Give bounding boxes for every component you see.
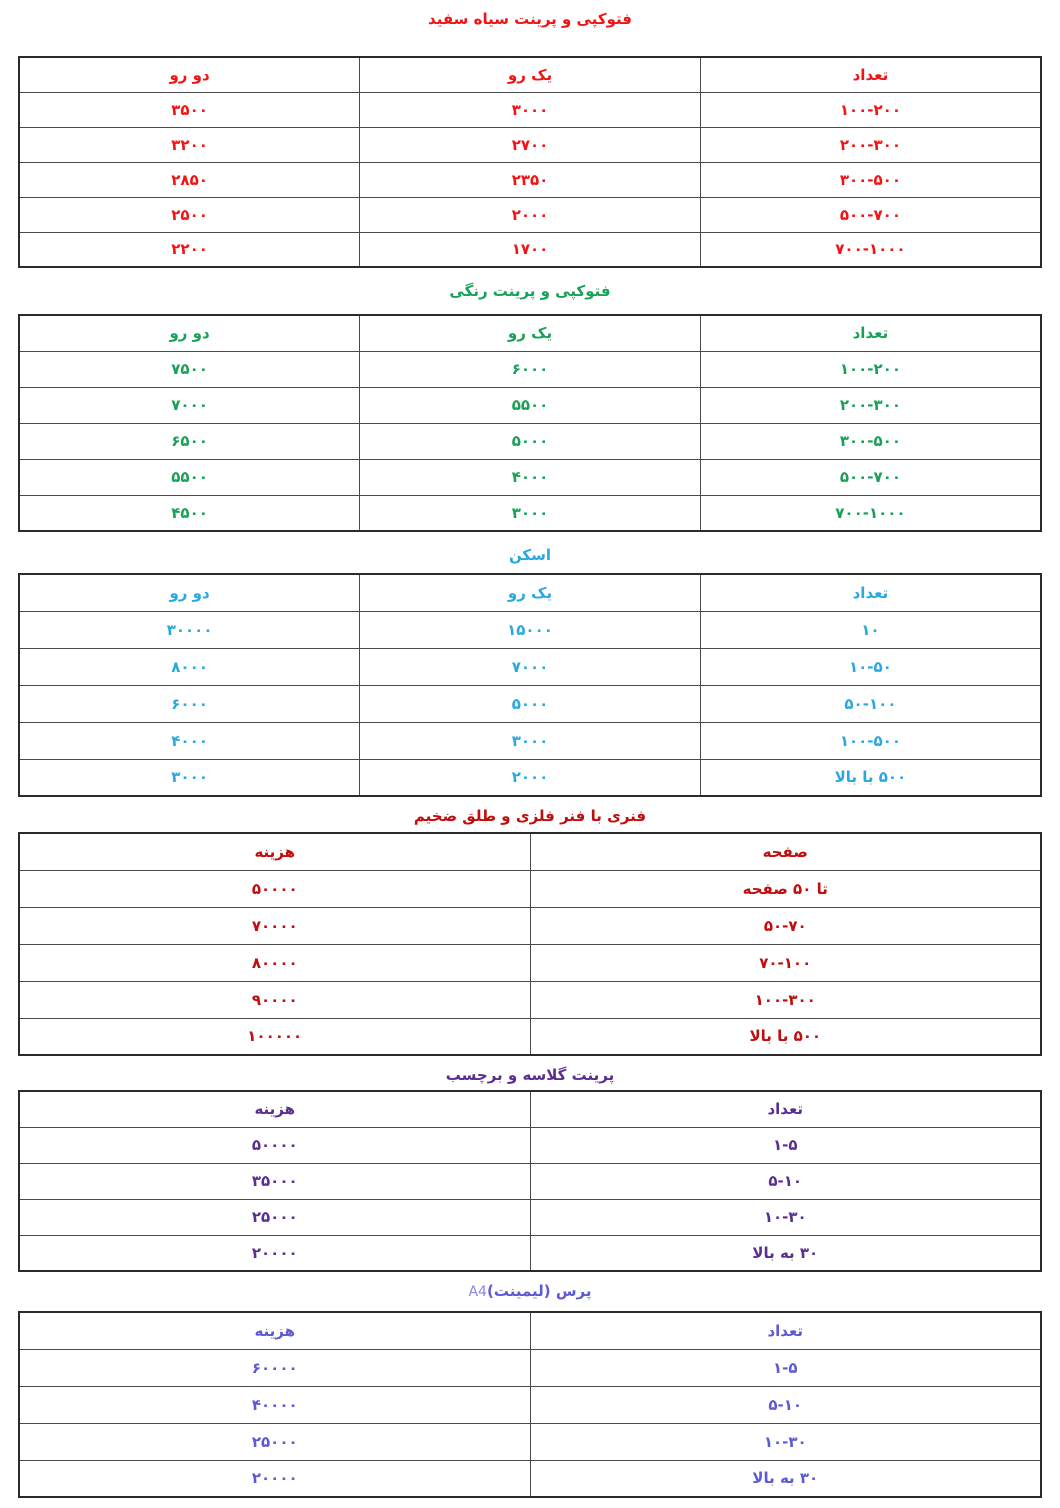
header-row [19,315,1041,351]
data-cell: ۵۰۰۰ [360,685,701,722]
table-row [19,907,1041,944]
data-cell: ۱۰ [700,611,1041,648]
data-cell: ۱۰۰-۲۰۰ [700,92,1041,127]
price-list-page [0,8,1060,1508]
section-title-scan [18,544,1042,567]
data-cell: ۵-۱۰ [530,1386,1041,1423]
table-row [19,611,1041,648]
data-cell: ۳۰ به بالا [530,1235,1041,1271]
color-print-price-table [18,314,1042,532]
data-cell: ۲۰۰۰۰ [19,1460,530,1497]
data-cell: ۱۰۰-۲۰۰ [700,351,1041,387]
table-row [19,944,1041,981]
table-row [19,232,1041,267]
data-cell: ۱-۵ [530,1349,1041,1386]
column-header: دو رو [19,315,360,351]
data-cell: ۱-۵ [530,1127,1041,1163]
data-cell: ۵۵۰۰ [360,387,701,423]
table-row [19,1349,1041,1386]
data-cell: ۲۳۵۰ [360,162,701,197]
table-row [19,1163,1041,1199]
section-title-color-photocopy-print [18,280,1042,303]
table-row [19,1386,1041,1423]
column-header: هزینه [19,1091,530,1127]
data-cell: ۹۰۰۰۰ [19,981,530,1018]
data-cell: ۱۰۰۰۰۰ [19,1018,530,1055]
data-cell: ۴۰۰۰ [360,459,701,495]
table-row [19,351,1041,387]
header-row [19,57,1041,92]
data-cell: ۲۵۰۰ [19,197,360,232]
data-cell: ۵۰۰ با بالا [700,759,1041,796]
bw-print-price-table [18,56,1042,268]
data-cell: ۴۰۰۰ [19,722,360,759]
data-cell: ۵۰-۱۰۰ [700,685,1041,722]
column-header: هزینه [19,833,530,870]
table-row [19,495,1041,531]
data-cell: ۴۰۰۰۰ [19,1386,530,1423]
table-row [19,459,1041,495]
column-header: تعداد [700,57,1041,92]
section-title-laminate-a4 [18,1280,1042,1303]
section-title-suffix: A4 [468,1284,487,1300]
table-row [19,92,1041,127]
column-header: دو رو [19,574,360,611]
laminate-a4-price-table [18,1311,1042,1498]
data-cell: ۵-۱۰ [530,1163,1041,1199]
column-header: صفحه [530,833,1041,870]
data-cell: ۳۲۰۰ [19,127,360,162]
data-cell: ۷۵۰۰ [19,351,360,387]
data-cell: ۴۵۰۰ [19,495,360,531]
data-cell: ۱۰۰-۳۰۰ [530,981,1041,1018]
data-cell: ۸۰۰۰ [19,648,360,685]
data-cell: ۲۰۰-۳۰۰ [700,127,1041,162]
data-cell: تا ۵۰ صفحه [530,870,1041,907]
section-title-text: فنری با فنر فلزی و طلق ضخیم [413,807,647,825]
table-row [19,162,1041,197]
section-title-spiral-binding [18,805,1042,828]
table-row [19,722,1041,759]
glossy-sticker-price-table [18,1090,1042,1272]
data-cell: ۷۰۰۰۰ [19,907,530,944]
data-cell: ۳۵۰۰ [19,92,360,127]
column-header: یک رو [360,315,701,351]
table-row [19,1460,1041,1497]
data-cell: ۵۰-۷۰ [530,907,1041,944]
data-cell: ۷۰۰-۱۰۰۰ [700,495,1041,531]
data-cell: ۱۰-۳۰ [530,1199,1041,1235]
data-cell: ۵۵۰۰ [19,459,360,495]
table-row [19,127,1041,162]
data-cell: ۳۰۰۰۰ [19,611,360,648]
column-header: تعداد [700,315,1041,351]
data-cell: ۳۰۰۰ [360,722,701,759]
data-cell: ۳۰۰-۵۰۰ [700,162,1041,197]
data-cell: ۲۰۰۰ [360,197,701,232]
scan-price-table [18,573,1042,797]
table-row [19,1235,1041,1271]
data-cell: ۳۵۰۰۰ [19,1163,530,1199]
header-row [19,574,1041,611]
data-cell: ۲۵۰۰۰ [19,1423,530,1460]
spiral-binding-price-table [18,832,1042,1056]
data-cell: ۸۰۰۰۰ [19,944,530,981]
data-cell: ۶۵۰۰ [19,423,360,459]
data-cell: ۱۰-۳۰ [530,1423,1041,1460]
table-row [19,870,1041,907]
table-row [19,1018,1041,1055]
column-header: تعداد [530,1312,1041,1349]
table-row [19,685,1041,722]
data-cell: ۷۰۰۰ [360,648,701,685]
table-row [19,387,1041,423]
data-cell: ۶۰۰۰ [360,351,701,387]
column-header: یک رو [360,57,701,92]
data-cell: ۶۰۰۰ [19,685,360,722]
table-row [19,981,1041,1018]
data-cell: ۷۰۰۰ [19,387,360,423]
data-cell: ۲۰۰۰ [360,759,701,796]
section-title-text: فتوکپی و پرینت رنگی [449,282,611,300]
section-title-text: پرس (لیمینت) [486,1282,592,1300]
data-cell: ۲۷۰۰ [360,127,701,162]
data-cell: ۵۰۰ با بالا [530,1018,1041,1055]
data-cell: ۵۰۰۰۰ [19,1127,530,1163]
section-title-bw-photocopy-print [18,8,1042,31]
data-cell: ۱۰۰-۵۰۰ [700,722,1041,759]
table-row [19,648,1041,685]
data-cell: ۵۰۰-۷۰۰ [700,459,1041,495]
column-header: یک رو [360,574,701,611]
data-cell: ۳۰۰۰ [19,759,360,796]
data-cell: ۵۰۰۰ [360,423,701,459]
data-cell: ۳۰ به بالا [530,1460,1041,1497]
section-title-glossy-sticker [18,1064,1042,1087]
section-title-text: فتوکپی و پرینت سیاه سفید [428,10,632,28]
data-cell: ۲۰۰۰۰ [19,1235,530,1271]
table-row [19,197,1041,232]
table-row [19,1423,1041,1460]
table-row [19,423,1041,459]
data-cell: ۶۰۰۰۰ [19,1349,530,1386]
column-header: دو رو [19,57,360,92]
data-cell: ۲۸۵۰ [19,162,360,197]
data-cell: ۲۵۰۰۰ [19,1199,530,1235]
data-cell: ۱۷۰۰ [360,232,701,267]
data-cell: ۱۰-۵۰ [700,648,1041,685]
data-cell: ۳۰۰۰ [360,92,701,127]
data-cell: ۲۲۰۰ [19,232,360,267]
section-title-text: پرینت گلاسه و برچسب [445,1066,615,1084]
data-cell: ۲۰۰-۳۰۰ [700,387,1041,423]
data-cell: ۷۰۰-۱۰۰۰ [700,232,1041,267]
data-cell: ۳۰۰-۵۰۰ [700,423,1041,459]
data-cell: ۳۰۰۰ [360,495,701,531]
table-row [19,1127,1041,1163]
section-title-text: اسکن [508,546,552,564]
header-row [19,1091,1041,1127]
column-header: تعداد [530,1091,1041,1127]
data-cell: ۵۰۰۰۰ [19,870,530,907]
column-header: تعداد [700,574,1041,611]
table-row [19,759,1041,796]
data-cell: ۱۵۰۰۰ [360,611,701,648]
data-cell: ۵۰۰-۷۰۰ [700,197,1041,232]
header-row [19,1312,1041,1349]
header-row [19,833,1041,870]
data-cell: ۷۰-۱۰۰ [530,944,1041,981]
column-header: هزینه [19,1312,530,1349]
table-row [19,1199,1041,1235]
